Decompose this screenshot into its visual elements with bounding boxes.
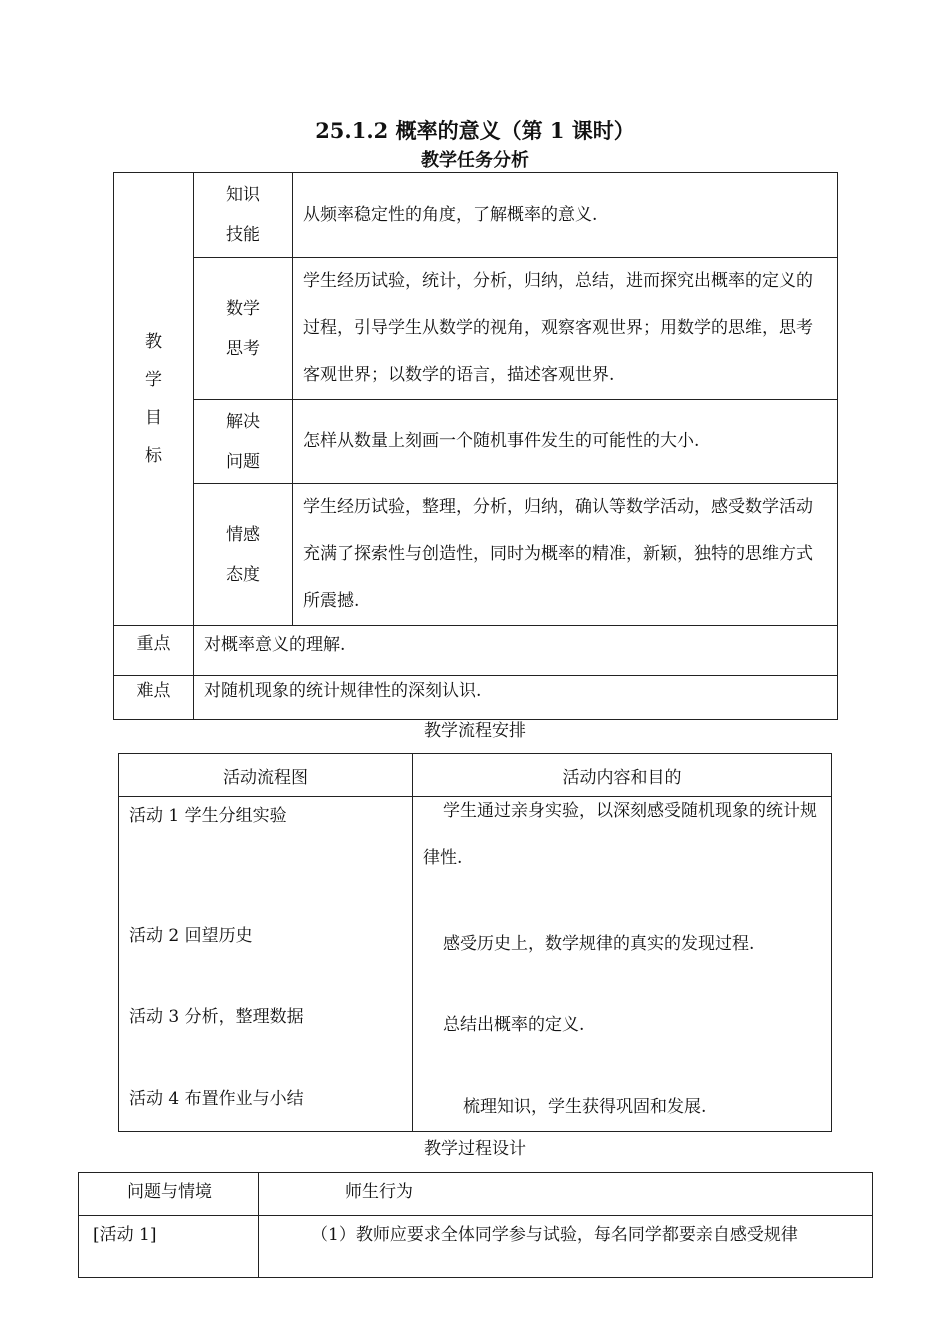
document-title: 25.1.2 概率的意义（第 1 课时） bbox=[315, 118, 635, 143]
goal-text-knowledge: 从频率稳定性的角度，了解概率的意义. bbox=[293, 173, 838, 258]
purpose-3: 总结出概率的定义. bbox=[443, 1015, 585, 1035]
flow-purposes bbox=[413, 797, 832, 1132]
goal-label-thinking: 数学 思考 bbox=[194, 258, 293, 400]
goals-table bbox=[113, 172, 838, 720]
process-table bbox=[78, 1172, 873, 1278]
goal-label-problem-solving: 解决 问题 bbox=[194, 400, 293, 484]
section-title-task-analysis: 教学任务分析 bbox=[421, 150, 529, 171]
purpose-1: 学生通过亲身实验，以深刻感受随机现象的统计规律性. bbox=[423, 801, 817, 868]
goal-label-attitude: 情感 态度 bbox=[194, 484, 293, 626]
process-header-behavior: 师生行为 bbox=[259, 1173, 873, 1216]
purpose-2: 感受历史上，数学规律的真实的发现过程. bbox=[443, 934, 755, 954]
activity-3: 活动 3 分析，整理数据 bbox=[129, 1007, 304, 1027]
purpose-4: 梳理知识，学生获得巩固和发展. bbox=[463, 1097, 707, 1117]
activity-1: 活动 1 学生分组实验 bbox=[129, 806, 287, 826]
difficult-point-text: 对随机现象的统计规律性的深刻认识. bbox=[194, 676, 838, 720]
goal-text-attitude: 学生经历试验，整理，分析，归纳，确认等数学活动，感受数学活动充满了探索性与创造性，同时为概率的精准，新颖，独特的思维方式所震撼. bbox=[293, 484, 838, 626]
difficult-point-label: 难点 bbox=[114, 676, 194, 720]
goals-label: 教 学 目 标 bbox=[114, 173, 194, 626]
activity-2: 活动 2 回望历史 bbox=[129, 926, 253, 946]
flow-header-purpose: 活动内容和目的 bbox=[413, 754, 832, 797]
flow-table bbox=[118, 753, 832, 1132]
key-point-text: 对概率意义的理解. bbox=[194, 626, 838, 676]
goal-label-knowledge: 知识 技能 bbox=[194, 173, 293, 258]
flow-activities bbox=[119, 797, 413, 1132]
process-activity-1-label: [活动 1] bbox=[79, 1216, 259, 1278]
section-title-flow: 教学流程安排 bbox=[424, 721, 526, 741]
goal-text-problem-solving: 怎样从数量上刻画一个随机事件发生的可能性的大小. bbox=[293, 400, 838, 484]
section-title-process: 教学过程设计 bbox=[424, 1139, 526, 1159]
process-header-situation: 问题与情境 bbox=[79, 1173, 259, 1216]
goal-text-thinking: 学生经历试验，统计，分析，归纳，总结，进而探究出概率的定义的过程，引导学生从数学的视角，观察客观世界；用数学的思维，思考客观世界；以数学的语言，描述客观世界. bbox=[293, 258, 838, 400]
key-point-label: 重点 bbox=[114, 626, 194, 676]
process-activity-1-text: （1）教师应要求全体同学参与试验，每名同学都要亲自感受规律 bbox=[259, 1216, 873, 1278]
flow-header-activity: 活动流程图 bbox=[119, 754, 413, 797]
activity-4: 活动 4 布置作业与小结 bbox=[129, 1089, 304, 1109]
